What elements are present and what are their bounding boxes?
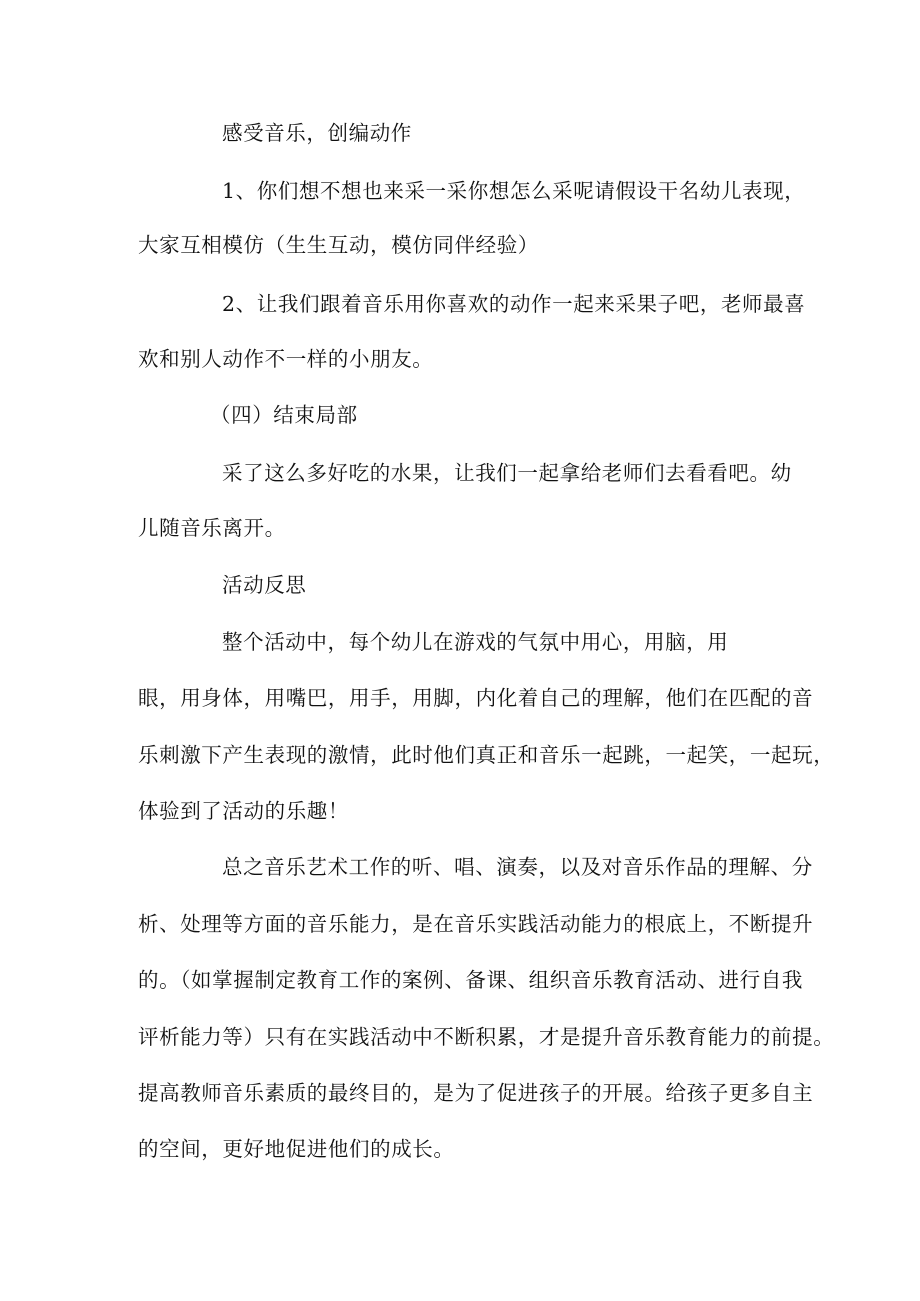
paragraph-line: 析、处理等方面的音乐能力，是在音乐实践活动能力的根底上，不断提升	[138, 912, 814, 936]
paragraph-line: 整个活动中，每个幼儿在游戏的气氛中用心，用脑，用	[222, 630, 729, 654]
paragraph-line: 提高教师音乐素质的最终目的，是为了促进孩子的开展。给孩子更多自主	[138, 1081, 814, 1105]
paragraph-line: 大家互相模仿（生生互动，模仿同伴经验）	[138, 233, 539, 257]
heading-feel-music: 感受音乐，创编动作	[222, 121, 412, 145]
heading-reflection: 活动反思	[222, 573, 307, 597]
paragraph-line: 的。（如掌握制定教育工作的案例、备课、组织音乐教育活动、进行自我	[138, 968, 803, 992]
paragraph-line: 乐刺激下产生表现的激情，此时他们真正和音乐一起跳，一起笑，一起玩，	[138, 743, 835, 767]
paragraph-line: 2、让我们跟着音乐用你喜欢的动作一起来采果子吧，老师最喜	[222, 292, 806, 316]
paragraph-line: 欢和别人动作不一样的小朋友。	[138, 347, 434, 371]
paragraph-line: 评析能力等）只有在实践活动中不断积累，才是提升音乐教育能力的前提。	[138, 1025, 835, 1049]
paragraph-line: 采了这么多好吃的水果，让我们一起拿给老师们去看看吧。幼	[222, 461, 792, 485]
paragraph-line: 眼，用身体，用嘴巴，用手，用脚，内化着自己的理解，他们在匹配的音	[138, 686, 814, 710]
paragraph-line: 总之音乐艺术工作的听、唱、演奏，以及对音乐作品的理解、分	[222, 855, 813, 879]
paragraph-line: 体验到了活动的乐趣！	[138, 799, 349, 823]
paragraph-line: 的空间，更好地促进他们的成长。	[138, 1137, 455, 1161]
section-heading-ending: （四）结束局部	[210, 403, 358, 427]
paragraph-line: 儿随音乐离开。	[138, 516, 286, 540]
paragraph-line: 1、你们想不想也来采一采你想怎么采呢请假设干名幼儿表现，	[222, 179, 806, 203]
